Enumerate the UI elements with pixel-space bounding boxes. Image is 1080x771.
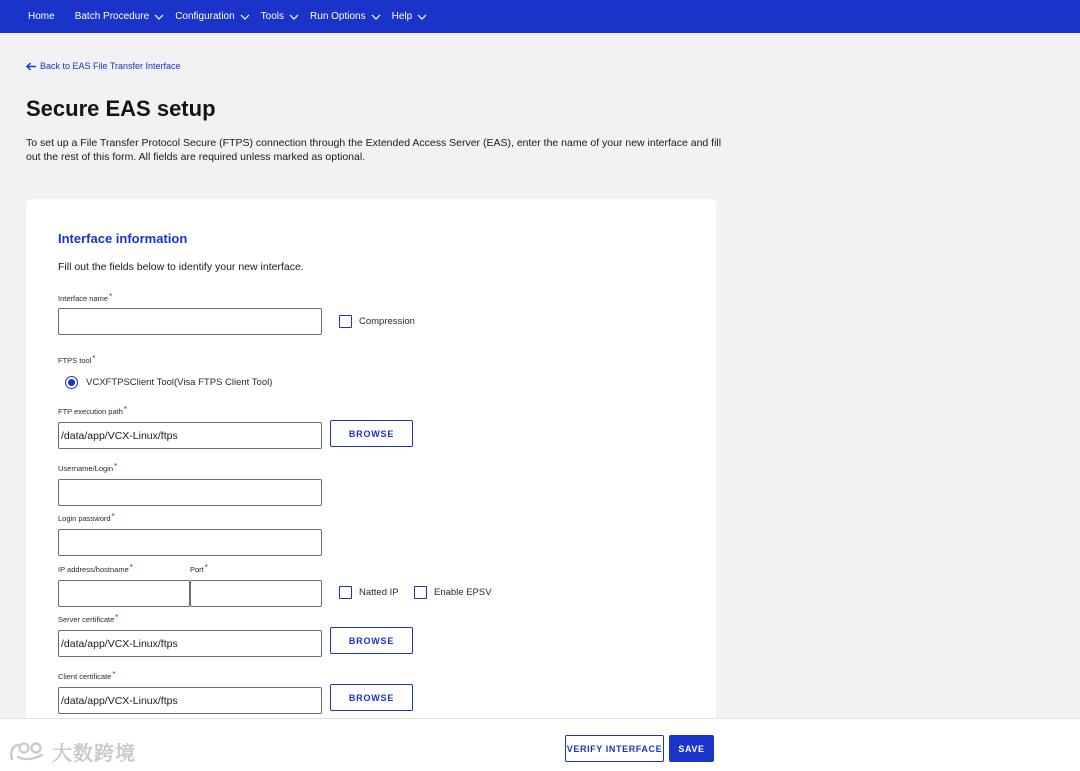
nav-home-label: Home bbox=[28, 11, 55, 22]
ftp-execution-path-input[interactable]: /data/app/VCX-Linux/ftps bbox=[58, 422, 322, 449]
form-card bbox=[26, 199, 716, 759]
browse-client-certificate-button[interactable]: BROWSE bbox=[330, 684, 413, 711]
checkbox-box[interactable] bbox=[339, 315, 352, 328]
chevron-down-icon bbox=[371, 14, 381, 20]
ftp-execution-path-label bbox=[58, 407, 127, 416]
watermark-text: 大数跨境 bbox=[52, 743, 136, 765]
label-text: IP address/hostname bbox=[58, 565, 129, 574]
server-certificate-input[interactable]: /data/app/VCX-Linux/ftps bbox=[58, 630, 322, 657]
natted-ip-label: Natted IP bbox=[359, 587, 399, 598]
save-button[interactable]: SAVE bbox=[669, 735, 714, 762]
nav-home[interactable] bbox=[28, 11, 55, 22]
label-text: Username/Login bbox=[58, 464, 114, 473]
port-label bbox=[190, 565, 208, 574]
label-text: FTP execution path bbox=[58, 407, 123, 416]
label-text: FTPS tool bbox=[58, 356, 92, 365]
nav-run-options[interactable] bbox=[310, 11, 381, 22]
server-certificate-label bbox=[58, 615, 118, 624]
required-marker: * bbox=[112, 670, 116, 679]
ftps-tool-option-label: VCXFTPSClient Tool(Visa FTPS Client Tool) bbox=[86, 377, 273, 388]
ip-address-input[interactable] bbox=[58, 580, 190, 607]
client-certificate-label bbox=[58, 672, 115, 681]
nav-configuration[interactable] bbox=[175, 11, 249, 22]
password-input[interactable] bbox=[58, 529, 322, 556]
bottom-action-bar bbox=[0, 718, 1080, 771]
checkbox-box[interactable] bbox=[414, 586, 427, 599]
required-marker: * bbox=[129, 563, 133, 572]
chevron-down-icon bbox=[289, 14, 299, 20]
top-navigation bbox=[0, 0, 1080, 33]
nav-batch-procedure[interactable] bbox=[75, 11, 165, 22]
required-marker: * bbox=[111, 512, 115, 521]
username-input[interactable] bbox=[58, 479, 322, 506]
natted-ip-checkbox[interactable] bbox=[339, 586, 399, 599]
ftps-tool-label bbox=[58, 356, 95, 365]
required-marker: * bbox=[123, 405, 128, 414]
enable-epsv-checkbox[interactable] bbox=[414, 586, 492, 599]
interface-name-label bbox=[58, 294, 112, 303]
nav-help[interactable] bbox=[392, 11, 428, 22]
back-link-label: Back to EAS File Transfer Interface bbox=[40, 61, 181, 71]
nav-item-label: Batch Procedure bbox=[74, 11, 150, 22]
interface-name-input[interactable] bbox=[58, 308, 322, 335]
required-marker: * bbox=[204, 563, 208, 572]
watermark bbox=[8, 737, 136, 766]
port-input[interactable] bbox=[190, 580, 322, 607]
ftps-tool-radio[interactable] bbox=[65, 376, 272, 389]
page-title: Secure EAS setup bbox=[26, 96, 216, 121]
required-marker: * bbox=[114, 462, 118, 471]
page-description: To set up a File Transfer Protocol Secure (FTPS) connection through the Extended Access Server (EAS), enter the name of your new interface and fill out the rest of this form. All fields are required unless marked as optional. bbox=[26, 137, 722, 163]
label-text: Client certificate bbox=[58, 672, 112, 681]
nav-tools[interactable] bbox=[261, 11, 299, 22]
chevron-down-icon bbox=[240, 14, 250, 20]
checkbox-box[interactable] bbox=[339, 586, 352, 599]
username-label bbox=[58, 464, 117, 473]
chevron-down-icon bbox=[417, 14, 427, 20]
radio-selected-dot bbox=[68, 379, 75, 386]
verify-interface-button[interactable]: VERIFY INTERFACE bbox=[565, 735, 664, 762]
nav-item-label: Tools bbox=[260, 11, 285, 22]
section-description: Fill out the fields below to identify your new interface. bbox=[58, 261, 304, 273]
watermark-logo-icon bbox=[8, 741, 48, 763]
radio-button[interactable] bbox=[65, 376, 78, 389]
enable-epsv-label: Enable EPSV bbox=[434, 587, 492, 598]
compression-checkbox[interactable] bbox=[339, 315, 415, 328]
browse-server-certificate-button[interactable]: BROWSE bbox=[330, 627, 413, 654]
required-marker: * bbox=[115, 613, 119, 622]
nav-item-label: Help bbox=[391, 11, 413, 22]
chevron-down-icon bbox=[154, 14, 164, 20]
password-label bbox=[58, 514, 115, 523]
ip-address-label bbox=[58, 565, 133, 574]
label-text: Login password bbox=[58, 514, 111, 523]
label-text: Server certificate bbox=[58, 615, 115, 624]
required-marker: * bbox=[109, 292, 113, 301]
nav-item-label: Run Options bbox=[310, 11, 366, 22]
required-marker: * bbox=[92, 354, 96, 363]
nav-item-label: Configuration bbox=[175, 11, 235, 22]
compression-label: Compression bbox=[359, 316, 415, 327]
client-certificate-input[interactable]: /data/app/VCX-Linux/ftps bbox=[58, 687, 322, 714]
back-link[interactable] bbox=[26, 61, 181, 71]
label-text: Port bbox=[190, 565, 204, 574]
arrow-left-icon bbox=[26, 62, 37, 71]
label-text: Interface name bbox=[58, 294, 109, 303]
section-title: Interface information bbox=[58, 231, 188, 246]
browse-ftp-path-button[interactable]: BROWSE bbox=[330, 420, 413, 447]
